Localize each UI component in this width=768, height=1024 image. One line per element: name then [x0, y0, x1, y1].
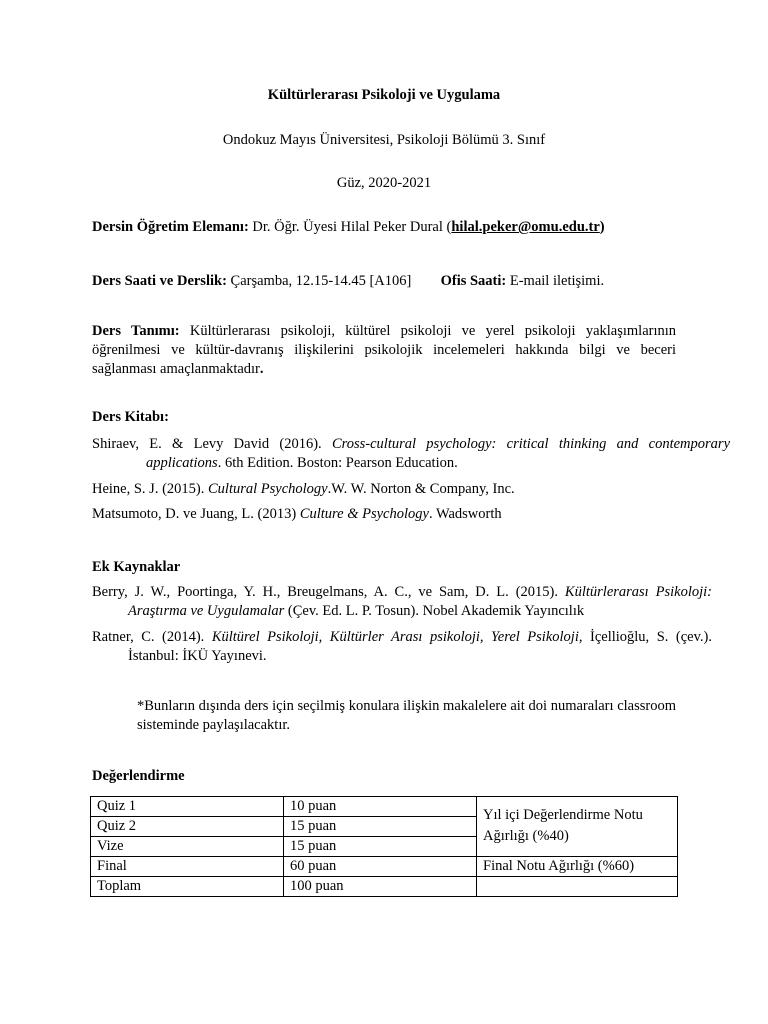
textbook-item [92, 505, 676, 524]
resource-authors: Ratner, C. (2014). [92, 629, 212, 645]
textbook-authors: Matsumoto, D. ve Juang, L. (2013) [92, 506, 300, 522]
resource-publisher: (Çev. Ed. L. P. Tosun). Nobel Akademik Yayıncılık [284, 603, 585, 619]
doi-note: *Bunların dışında ders için seçilmiş konulara ilişkin makalelere ait doi numaraları classroom sisteminde paylaşılacaktır. [137, 698, 676, 733]
textbook-title: Cross-cultural psychology: critical thinking and contemporary applications [146, 436, 731, 471]
resource-title: Kültürlerarası Psikoloji: Araştırma ve Uygulamalar [128, 584, 713, 619]
midterm-weight: Yıl içi Değerlendirme Notu Ağırlığı (%40) [477, 797, 678, 857]
course-title: Kültürlerarası Psikoloji ve Uygulama [267, 87, 501, 103]
course-description [92, 322, 676, 379]
final-weight: Final Notu Ağırlığı (%60) [477, 857, 678, 877]
term-line: Güz, 2020-2021 [336, 175, 432, 191]
description-label: Ders Tanımı: [92, 323, 180, 339]
grade-points: 15 puan [284, 817, 477, 837]
grading-heading: Değerlendirme [92, 768, 185, 784]
schedule-value: Çarşamba, 12.15-14.45 [A106] [230, 273, 412, 289]
textbooks-heading: Ders Kitabı: [92, 409, 169, 425]
resource-authors: Berry, J. W., Poortinga, Y. H., Breugelmans, A. C., ve Sam, D. L. (2015). [92, 584, 565, 600]
grade-points: 60 puan [284, 857, 477, 877]
instructor-close: ) [599, 219, 605, 235]
table-row [91, 857, 678, 877]
description-text: Kültürlerarası psikoloji, kültürel psikoloji ve yerel psikoloji yaklaşımlarının öğrenilmesi ve kültür-davranış ilişkilerini psikolojik incelemeleri hakkında bilgi ve beceri sağlanması amaçlanmaktadır [92, 323, 677, 377]
grade-item: Final [91, 857, 284, 877]
grade-item: Quiz 2 [91, 817, 284, 837]
textbook-authors: Shiraev, E. & Levy David (2016). [92, 436, 332, 452]
textbook-item [92, 435, 730, 473]
textbook-authors: Heine, S. J. (2015). [92, 481, 208, 497]
textbook-title: Cultural Psychology [208, 481, 328, 497]
institution-line: Ondokuz Mayıs Üniversitesi, Psikoloji Bölümü 3. Sınıf [222, 132, 546, 148]
office-hours-value: E-mail iletişimi. [509, 273, 605, 289]
textbook-publisher: .W. W. Norton & Company, Inc. [327, 481, 515, 497]
schedule-label: Ders Saati ve Derslik: [92, 273, 227, 289]
schedule-line [92, 272, 676, 291]
description-end: . [259, 361, 264, 377]
empty-cell [477, 877, 678, 897]
grade-item: Quiz 1 [91, 797, 284, 817]
office-hours-label: Ofis Saati: [440, 273, 507, 289]
grading-table [90, 796, 678, 897]
grade-points: 15 puan [284, 837, 477, 857]
textbook-publisher: . 6th Edition. Boston: Pearson Education. [217, 455, 458, 471]
grade-item: Toplam [91, 877, 284, 897]
extra-resource-item [92, 628, 712, 666]
table-row [91, 797, 678, 817]
instructor-email-link[interactable]: hilal.peker@omu.edu.tr [451, 219, 600, 235]
table-row [91, 877, 678, 897]
grade-points: 10 puan [284, 797, 477, 817]
grade-points: 100 puan [284, 877, 477, 897]
resource-publisher: , İçellioğlu, S. (çev.). İstanbul: İKÜ Yayınevi. [128, 629, 712, 664]
textbook-title: Culture & Psychology [299, 506, 429, 522]
textbook-item [92, 480, 676, 499]
textbook-publisher: . Wadsworth [428, 506, 502, 522]
resource-title: Kültürel Psikoloji, Kültürler Arası psikoloji, Yerel Psikoloji [211, 629, 579, 645]
extra-resources-heading: Ek Kaynaklar [92, 559, 181, 575]
instructor-name: Dr. Öğr. Üyesi Hilal Peker Dural ( [252, 219, 452, 235]
instructor-label: Dersin Öğretim Elemanı: [92, 219, 249, 235]
instructor-line [92, 218, 676, 237]
grade-item: Vize [91, 837, 284, 857]
extra-resource-item [92, 583, 712, 621]
